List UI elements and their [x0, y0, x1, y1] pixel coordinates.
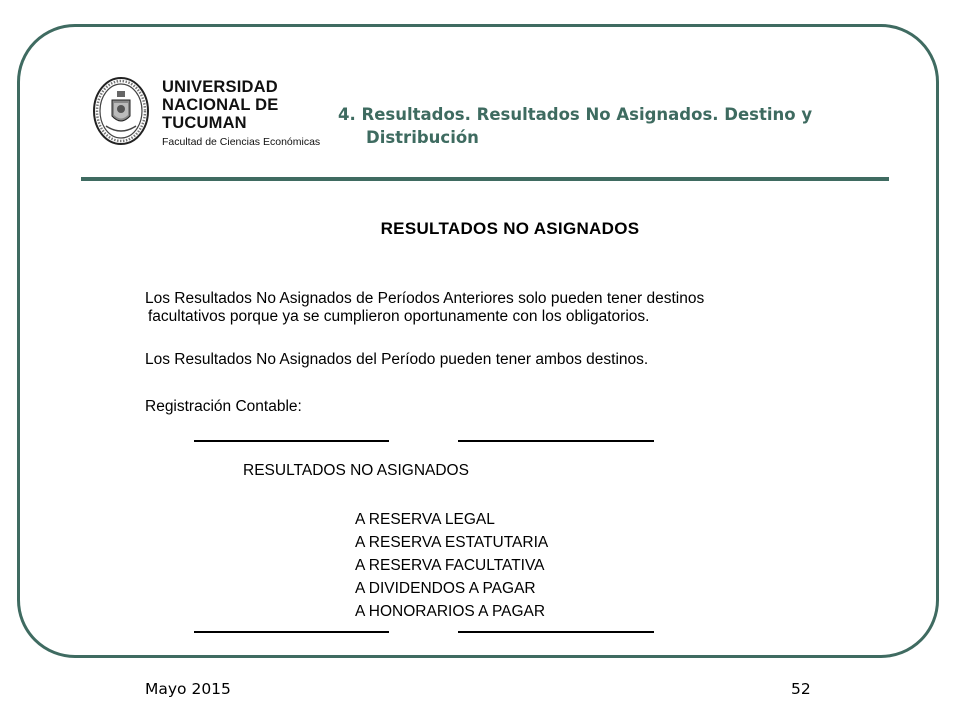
journal-top-rule-left: [194, 440, 389, 442]
journal-bottom-rule-left: [194, 631, 389, 633]
paragraph-1-line-1: Los Resultados No Asignados de Períodos Anteriores solo pueden tener destinos: [145, 290, 705, 307]
university-logo: [86, 72, 332, 154]
paragraph-previous-periods: [145, 290, 865, 326]
slide-title-line-2: Distribución: [366, 128, 479, 147]
faculty-name: Facultad de Ciencias Económicas: [162, 136, 321, 148]
slide-title: [338, 103, 898, 149]
paragraph-current-period: Los Resultados No Asignados del Período pueden tener ambos destinos.: [145, 351, 649, 368]
section-heading: RESULTADOS NO ASIGNADOS: [380, 219, 640, 238]
journal-credit-account: A DIVIDENDOS A PAGAR: [355, 580, 536, 597]
journal-credit-account: A RESERVA LEGAL: [355, 511, 495, 528]
footer-page-number: 52: [791, 680, 811, 698]
journal-credit-account: A RESERVA ESTATUTARIA: [355, 534, 549, 551]
journal-bottom-rule-right: [458, 631, 654, 633]
university-seal-icon: [92, 76, 150, 146]
university-name-line-1: UNIVERSIDAD: [162, 78, 278, 96]
paragraph-accounting-entry-label: Registración Contable:: [145, 398, 302, 415]
journal-credit-account: A RESERVA FACULTATIVA: [355, 557, 545, 574]
journal-debit-account: RESULTADOS NO ASIGNADOS: [243, 462, 469, 479]
paragraph-1-line-2: facultativos porque ya se cumplieron oportunamente con los obligatorios.: [148, 308, 650, 325]
journal-credit-account: A HONORARIOS A PAGAR: [355, 603, 546, 620]
university-name-line-3: TUCUMAN: [162, 114, 247, 132]
footer-date: Mayo 2015: [145, 680, 231, 698]
title-divider: [81, 177, 889, 181]
slide-title-line-1: 4. Resultados. Resultados No Asignados. Destino y: [338, 105, 813, 124]
journal-top-rule-right: [458, 440, 654, 442]
journal-credit-accounts: [355, 508, 548, 623]
university-name-line-2: NACIONAL DE: [162, 96, 279, 114]
